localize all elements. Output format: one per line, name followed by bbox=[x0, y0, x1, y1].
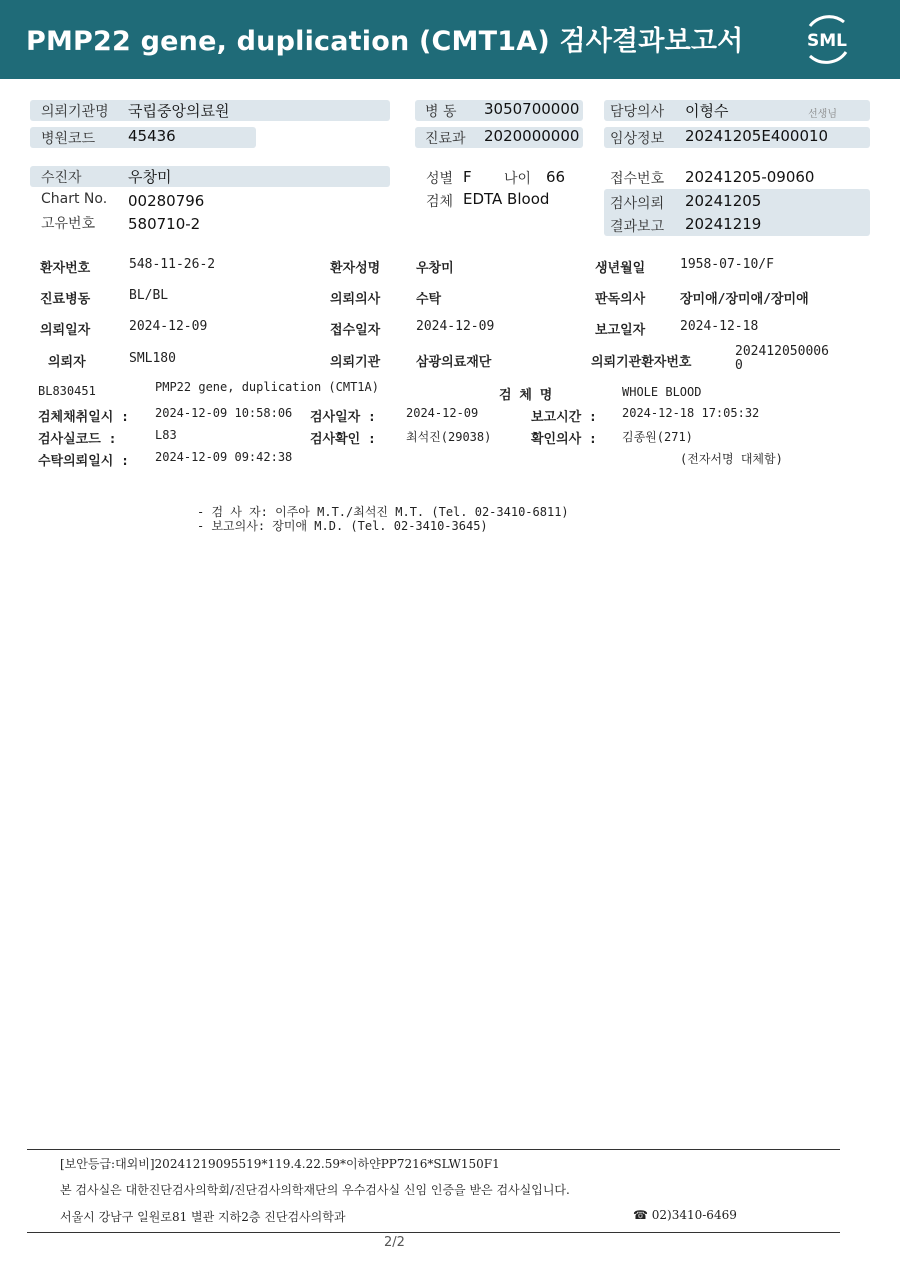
confirm-doctor-label: 확인의사 : bbox=[531, 432, 597, 447]
request-date-value: 20241205 bbox=[685, 192, 762, 210]
sex-value: F bbox=[463, 168, 472, 186]
hospital-code-value: 45436 bbox=[128, 127, 176, 145]
specimen-name-value: WHOLE BLOOD bbox=[622, 385, 702, 399]
request-date-detail-value: 2024-12-09 bbox=[129, 319, 208, 334]
specimen-name-label: 검 체 명 bbox=[499, 388, 553, 403]
request-date-detail-label: 의뢰일자 bbox=[40, 323, 91, 338]
patient-name-value: 우창미 bbox=[416, 261, 454, 276]
svg-text:SML: SML bbox=[807, 31, 847, 51]
phone-line: ☎ 02)3410-6469 bbox=[633, 1208, 737, 1222]
ward-detail-value: BL/BL bbox=[129, 288, 169, 303]
report-time-label: 보고시간 : bbox=[531, 410, 597, 425]
report-date-value: 20241219 bbox=[685, 215, 762, 233]
clinic-value: 20241205E400010 bbox=[685, 127, 829, 145]
patient-id-value: 548-11-26-2 bbox=[129, 257, 216, 272]
chart-no-value: 00280796 bbox=[128, 192, 205, 210]
test-date-label: 검사일자 : bbox=[310, 410, 376, 425]
collection-time-value: 2024-12-09 10:58:06 bbox=[155, 406, 293, 420]
receipt-date-label: 접수일자 bbox=[330, 323, 381, 338]
patient-label: 수진자 bbox=[41, 170, 82, 186]
requesting-institution-value: 삼광의료재단 bbox=[416, 355, 492, 370]
dob-label: 생년월일 bbox=[595, 261, 646, 276]
certification-line: 본 검사실은 대한진단검사의학회/진단검사의학재단의 우수검사실 신임 인증을 받은 검사실입니다. bbox=[60, 1183, 570, 1197]
test-confirm-label: 검사확인 : bbox=[310, 432, 376, 447]
security-line: [보안등급:대외비]20241219095519*119.4.22.59*이하얀PP7216*SLW150F1 bbox=[60, 1157, 500, 1171]
requesting-doctor-label: 의뢰의사 bbox=[330, 292, 381, 307]
report-time-value: 2024-12-18 17:05:32 bbox=[622, 406, 760, 420]
reporter-line: - 보고의사: 장미애 M.D. (Tel. 02-3410-3645) bbox=[197, 519, 488, 533]
address-line: 서울시 강남구 일원로81 별관 지하2층 진단검사의학과 bbox=[60, 1210, 346, 1224]
report-date-label: 결과보고 bbox=[610, 219, 665, 235]
receipt-value: 20241205-09060 bbox=[685, 168, 815, 186]
test-date-value: 2024-12-09 bbox=[406, 406, 479, 420]
ward-detail-label: 진료병동 bbox=[40, 292, 91, 307]
chart-no-label: Chart No. bbox=[41, 191, 108, 207]
consign-time-value: 2024-12-09 09:42:38 bbox=[155, 450, 293, 464]
institution-label: 의뢰기관명 bbox=[41, 104, 109, 120]
page-number: 2/2 bbox=[384, 1235, 405, 1250]
requester-value: SML180 bbox=[129, 351, 176, 366]
receipt-label: 접수번호 bbox=[610, 171, 665, 187]
hospital-code-label: 병원코드 bbox=[41, 131, 96, 147]
test-confirm-value: 최석진(29038) bbox=[406, 430, 492, 444]
doctor-value: 이형수 bbox=[685, 102, 729, 120]
unique-no-value: 580710-2 bbox=[128, 215, 201, 233]
confirm-doctor-value: 김종원(271) bbox=[622, 430, 693, 444]
report-title: PMP22 gene, duplication (CMT1A) 검사결과보고서 bbox=[26, 26, 744, 57]
doctor-label: 담당의사 bbox=[610, 104, 665, 120]
test-name: PMP22 gene, duplication (CMT1A) bbox=[155, 380, 379, 394]
dept-label: 진료과 bbox=[425, 131, 466, 147]
tester-line: - 검 사 자: 이주아 M.T./최석진 M.T. (Tel. 02-3410-6811) bbox=[197, 505, 569, 519]
report-date-detail-value: 2024-12-18 bbox=[680, 319, 759, 334]
age-value: 66 bbox=[546, 168, 566, 186]
institution-patient-no-value-cont: 0 bbox=[735, 358, 743, 373]
reading-doctor-label: 판독의사 bbox=[595, 292, 646, 307]
specimen-label: 검체 bbox=[426, 194, 454, 210]
request-date-label: 검사의뢰 bbox=[610, 196, 665, 212]
requester-label: 의뢰자 bbox=[48, 355, 86, 370]
patient-id-label: 환자번호 bbox=[40, 261, 91, 276]
electronic-signature-note: (전자서명 대체함) bbox=[680, 452, 783, 466]
consign-time-label: 수탁의뢰일시 : bbox=[38, 454, 130, 469]
specimen-value: EDTA Blood bbox=[463, 190, 550, 208]
unique-no-label: 고유번호 bbox=[41, 216, 96, 232]
lab-code-label: 검사실코드 : bbox=[38, 432, 117, 447]
test-code: BL830451 bbox=[38, 384, 96, 398]
patient-name-label: 환자성명 bbox=[330, 261, 381, 276]
report-header bbox=[0, 0, 900, 79]
institution-patient-no-label: 의뢰기관환자번호 bbox=[591, 355, 692, 370]
clinic-label: 임상정보 bbox=[610, 131, 665, 147]
age-label: 나이 bbox=[504, 171, 532, 187]
doctor-suffix: 선생님 bbox=[808, 109, 837, 120]
sml-logo-icon bbox=[800, 12, 854, 66]
institution-value: 국립중앙의료원 bbox=[128, 102, 230, 120]
collection-time-label: 검체채취일시 : bbox=[38, 410, 130, 425]
lab-code-value: L83 bbox=[155, 428, 177, 442]
dept-value: 2020000000 bbox=[484, 127, 580, 145]
requesting-doctor-value: 수탁 bbox=[416, 292, 442, 307]
receipt-date-value: 2024-12-09 bbox=[416, 319, 495, 334]
dob-value: 1958-07-10/F bbox=[680, 257, 774, 272]
ward-label: 병 동 bbox=[425, 104, 457, 120]
reading-doctor-value: 장미애/장미애/장미애 bbox=[680, 292, 809, 307]
band-patient bbox=[30, 166, 390, 187]
sex-label: 성별 bbox=[426, 171, 454, 187]
report-date-detail-label: 보고일자 bbox=[595, 323, 646, 338]
ward-value: 3050700000 bbox=[484, 100, 580, 118]
footer-bottom-rule bbox=[27, 1232, 840, 1233]
patient-value: 우창미 bbox=[128, 168, 172, 186]
institution-patient-no-value: 202412050006 bbox=[735, 344, 829, 359]
footer-top-rule bbox=[27, 1149, 840, 1150]
requesting-institution-label: 의뢰기관 bbox=[330, 355, 381, 370]
